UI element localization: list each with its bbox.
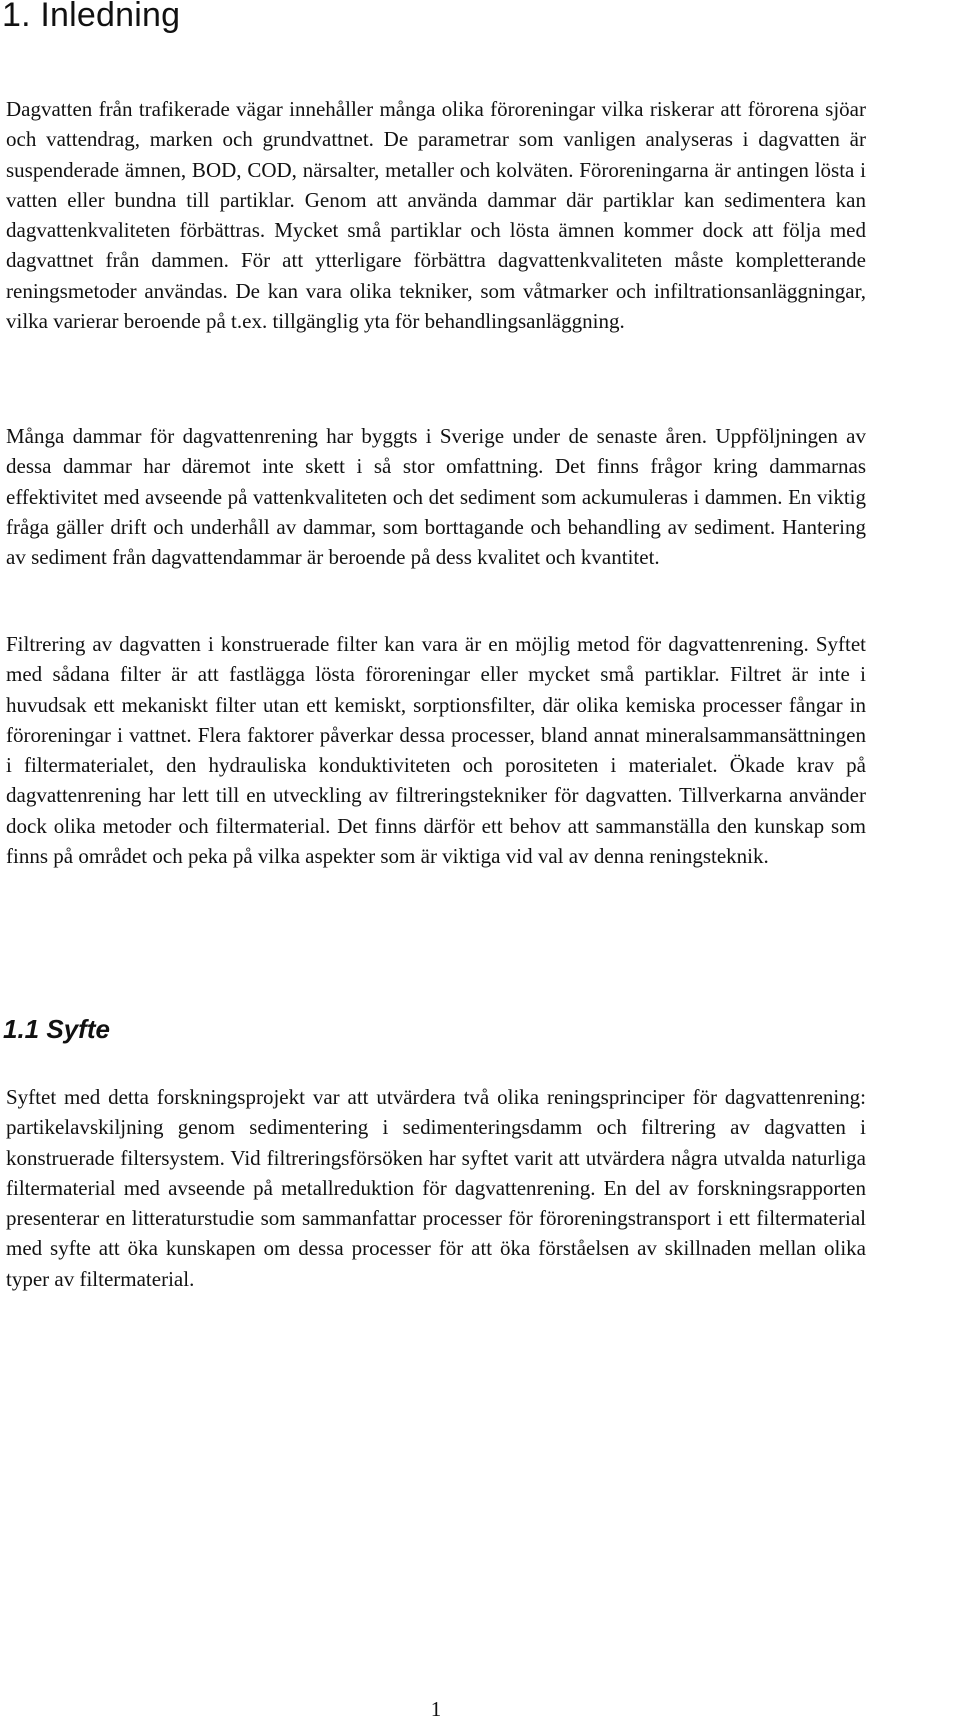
intro-paragraph-3: Filtrering av dagvatten i konstruerade filter kan vara är en möjlig metod för dagvattenrening. Syftet med sådana filter är att fastlägga lösta föroreningar eller mycket små partiklar. Filtret är inte i huvudsak ett mekaniskt filter utan ett kemiskt, sorptionsfilter, där olika kemiska processer fångar in föroreningar i vattnet. Flera faktorer påverkar dessa processer, bland annat mineralsammansättningen i filtermaterialet, den hydrauliska konduktiviteten och porositeten i materialet. Ökade krav på dagvattenrening har lett till en utveckling av filtreringstekniker för dagvatten. Tillverkarna använder dock olika metoder och filtermaterial. Det finns därför ett behov att sammanställa den kunskap som finns på området och peka på vilka aspekter som är viktiga vid val av denna reningsteknik. bbox=[6, 632, 866, 869]
intro-paragraph-1: Dagvatten från trafikerade vägar innehåller många olika föroreningar vilka riskerar att förorena sjöar och vattendrag, marken och grundvattnet. De parametrar som vanligen analyseras i dagvatten är suspenderade ämnen, BOD, COD, närsalter, metaller och kolväten. Föroreningarna är antingen lösta i vatten eller bundna till partiklar. Genom att använda dammar där partiklar kan sedimentera kan dagvattenkvaliteten förbättras. Mycket små partiklar och lösta ämnen kommer dock att följa med dagvattnet från dammen. För att ytterligare förbättra dagvattenkvaliteten måste kompletterande reningsmetoder användas. De kan vara olika tekniker, som våtmarker och infiltrationsanläggningar, vilka varierar beroende på t.ex. tillgänglig yta för behandlingsanläggning. bbox=[6, 97, 866, 334]
page-number: 1 bbox=[430, 1697, 442, 1721]
purpose-paragraph: Syftet med detta forskningsprojekt var att utvärdera två olika reningsprinciper för dagvattenrening: partikelavskiljning genom sedimentering i sedimenteringsdamm och filtrering av dagvatten i konstruerade filtersystem. Vid filtreringsförsöken har syftet varit att utvärdera några utvalda naturliga filtermaterial med avseende på metallreduktion för dagvattenrening. En del av forskningsrapporten presenterar en litteraturstudie som sammanfattar processer för föroreningstransport i ett filtermaterial med syfte att öka kunskapen om dessa processer för att öka förståelsen av skillnaden mellan olika typer av filtermaterial. bbox=[6, 1085, 866, 1291]
section-title: 1.1 Syfte bbox=[3, 1014, 110, 1044]
intro-paragraph-2: Många dammar för dagvattenrening har byggts i Sverige under de senaste åren. Uppföljningen av dessa dammar har däremot inte skett i så stor omfattning. Det finns frågor kring dammarnas effektivitet med avseende på vattenkvaliteten och det sediment som ackumuleras i dammen. En viktig fråga gäller drift och underhåll av dammar, som borttagande och behandling av sediment. Hantering av sediment från dagvattendammar är beroende på dess kvalitet och kvantitet. bbox=[6, 424, 866, 570]
page-title: 1. Inledning bbox=[2, 0, 181, 34]
